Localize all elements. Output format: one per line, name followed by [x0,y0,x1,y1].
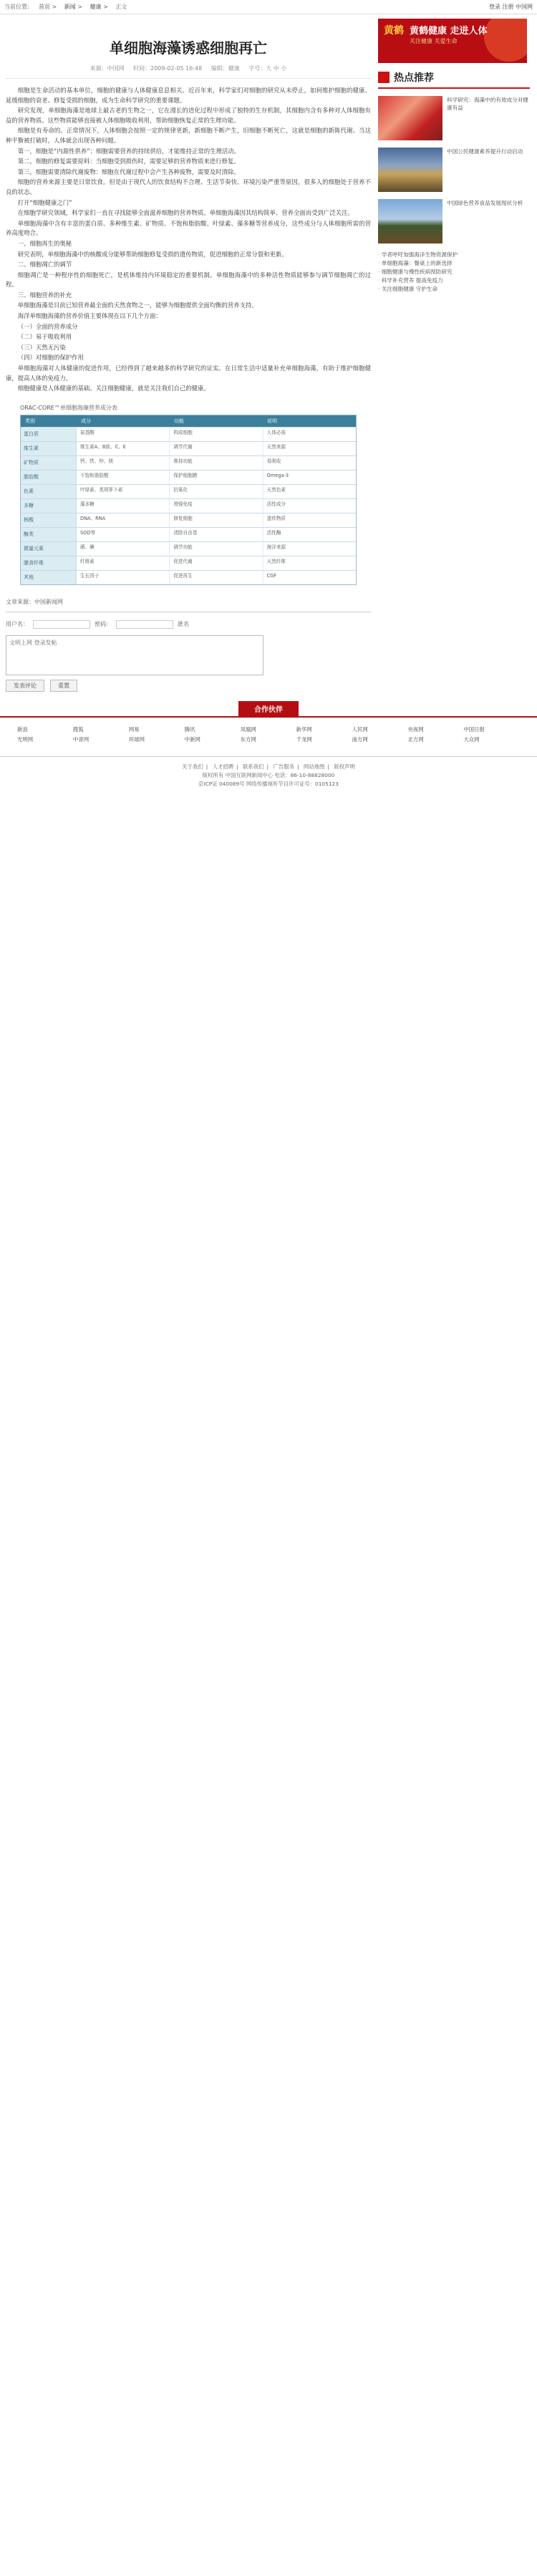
source-label: 文章来源： [6,598,34,605]
main-column [6,14,378,692]
footer-link[interactable]: 联系我们 [243,763,264,770]
table-cell: 维生素A、B族、C、E [77,442,170,455]
meta-fontsize[interactable]: 字号：大 中 小 [248,65,287,72]
nutrition-table [20,415,357,585]
partner-link[interactable]: 光明网 [17,735,34,743]
table-cell: 修复细胞 [170,513,263,527]
paragraph: 第二，细胞的修复需要原料：当细胞受到损伤时，需要足够的营养物质来进行修复。 [17,158,240,165]
top-bar [0,0,537,14]
submit-comment-button[interactable]: 发表评论 [6,680,44,692]
partner-section [0,703,537,752]
table-cell: 生长因子 [77,571,170,584]
table-cell: 藻多糖 [77,499,170,513]
article-source [6,598,371,606]
row-category: 色素 [21,485,77,498]
list-item[interactable]: · 单细胞海藻：餐桌上的新选择 [378,259,530,268]
paragraph: 第一，细胞是“内源性供养”：细胞需要营养的持续供给，才能维持正常的生理活动。 [17,147,240,155]
breadcrumb-health[interactable]: 健康 [90,4,102,10]
article-meta [6,64,371,72]
top-links [489,3,533,11]
partner-link[interactable]: 新浪 [17,725,28,733]
comment-textarea[interactable]: 文明上网 登录发帖 [6,635,263,675]
sidebar [378,14,530,692]
pagoda-thumbnail[interactable] [378,199,442,243]
register-link[interactable]: 注册 [502,4,514,10]
paragraph: 细胞的营养来源主要是日常饮食。但是由于现代人的饮食结构不合理、生活节奏快、环境污染严重等原因，很多人的细胞处于营养不良的状态。 [6,178,371,196]
table-cell: 调节代谢 [170,442,263,455]
hot-item[interactable] [378,148,530,192]
table-cell: 促进再生 [170,571,263,584]
sub-heading: （一）全面的营养成分 [17,322,78,330]
footer-link[interactable]: 网站地图 [303,763,325,770]
partner-link[interactable]: 搜狐 [72,725,84,733]
table-row [21,513,356,527]
row-category: 多糖 [21,499,77,513]
paragraph: 海洋单细胞海藻的营养价值主要体现在以下几个方面： [17,312,162,320]
table-cell: 海洋来源 [266,544,286,550]
hot-item[interactable] [378,96,530,140]
table-cell: 天然来源 [266,443,286,450]
header-cell: 说明 [267,418,277,424]
partner-link[interactable]: 中青网 [72,735,90,743]
fruit-thumbnail[interactable] [378,96,442,140]
ad-decoration [484,19,527,62]
partner-link[interactable]: 中国日报 [463,725,485,733]
meta-editor: 编辑：健康 [211,65,240,72]
icp-license: 京ICP证 040089号 网络传播视听节目许可证号：0105123 [198,780,339,787]
divider [6,78,371,79]
footer-link[interactable]: 人才招聘 [212,763,234,770]
paragraph: 细胞健康是人体健康的基础。关注细胞健康，就是关注我们自己的健康。 [17,385,210,392]
table-row [21,541,356,556]
table-row [21,484,356,498]
article-title: 单细胞海藻诱惑细胞再亡 [110,39,267,57]
section-heading: 三、细胞营养的补充 [17,291,72,299]
partner-link[interactable]: 千龙网 [296,735,312,743]
table-cell: CGF [266,572,277,579]
table-row [21,427,356,441]
hot-item-text[interactable]: 科学研究：海藻中的有效成分对健康有益 [447,97,528,111]
table-cell: 人体必需 [266,429,286,435]
list-item[interactable]: · 细胞健康与慢性疾病预防研究 [378,268,530,276]
row-category: 其他 [21,571,77,584]
partner-link[interactable]: 北方网 [407,735,424,743]
row-category: 维生素 [21,442,77,455]
table-body [21,427,356,584]
page-wrap [0,14,537,692]
password-label: 密码： [95,621,112,628]
paragraph: 细胞是有寿命的。正常情况下，人体细胞会按照一定的规律更新，新细胞不断产生，旧细胞不断死亡，这就是细胞的新陈代谢。当这种平衡被打破时，人体就会出现各种问题。 [6,127,371,144]
section-heading: 二、细胞凋亡的调节 [17,261,72,269]
breadcrumb-home[interactable]: 首页 [39,4,50,10]
table-cell: 抗氧化 [170,485,263,498]
login-link[interactable]: 登录 [488,4,500,10]
table-cell: 活性成分 [266,501,286,507]
footer-link[interactable]: 关于我们 [182,763,203,770]
paragraph: 单细胞海藻对人体健康的促进作用，已经得到了越来越多的科学研究的证实。在日常生活中适量补充单细胞海藻，有助于维护细胞健康，提高人体的免疫力。 [6,365,371,382]
table-row [21,455,356,470]
table-row [21,441,356,455]
table-cell: 钙、铁、锌、镁 [77,456,170,470]
list-item[interactable]: · 科学补充营养 提高免疫力 [378,276,530,285]
breadcrumb-label: 当前位置： [4,4,33,10]
table-cell: 遗传物质 [266,515,286,521]
hot-item-text[interactable]: 中国绿色营养食品发展现状分析 [447,200,523,206]
partner-link[interactable]: 新华网 [296,725,312,733]
username-label: 用户名： [6,621,29,628]
table-row [21,527,356,541]
table-cell: 构成细胞 [170,428,263,441]
hot-item-text[interactable]: 中国公民健康素养提升行动启动 [447,148,523,155]
paragraph: 第三，细胞需要清除代谢废物：细胞在代谢过程中会产生各种废物，需要及时清除。 [17,168,240,175]
section-heading: 打开“细胞健康之门” [17,198,72,206]
partner-link[interactable]: 中新网 [184,735,200,743]
list-item[interactable]: · 学者呼吁加强海洋生物资源保护 [378,251,530,259]
comment-actions [6,680,371,692]
paragraph: 单细胞海藻中含有丰富的蛋白质、多种维生素、矿物质、不饱和脂肪酸、叶绿素、藻多糖等营养成分，这些成分与人体细胞所需的营养高度吻合。 [6,219,371,237]
table-cell: 增强免疫 [170,499,263,513]
footer-link[interactable]: 版权声明 [334,763,355,770]
header-cell: 成分 [81,418,91,424]
footer [0,756,537,794]
table-header [21,415,356,427]
partner-link[interactable]: 凤凰网 [240,725,256,733]
row-category: 核酸 [21,513,77,527]
copyright: 版权所有 中国互联网新闻中心 电话：86-10-88828000 [202,771,335,778]
partner-links [0,718,537,752]
meta-source: 来源：中国网 [90,65,125,72]
paragraph: 细胞凋亡是一种程序性的细胞死亡，是机体维持内环境稳定的重要机制。单细胞海藻中的多种活性物质能够参与调节细胞凋亡的过程。 [6,271,371,289]
landscape-thumbnail[interactable] [378,148,442,192]
table-cell: 叶绿素、类胡萝卜素 [77,485,170,498]
paragraph: 研究表明，单细胞海藻中的核酸成分能够帮助细胞修复受损的遗传物质，促进细胞的正常分裂和更新。 [17,250,288,258]
partner-header [0,703,537,718]
table-row [21,470,356,484]
table-cell: 硒、碘 [77,542,170,556]
username-input[interactable] [33,620,90,629]
section-heading: 一、细胞再生的奥秘 [17,239,72,247]
footer-link[interactable]: 广告服务 [273,763,294,770]
table-cell: 天然色素 [266,486,286,493]
header-cell: 功能 [174,418,184,424]
sub-heading: （三）天然无污染 [17,343,66,351]
partner-link[interactable]: 腾讯 [184,725,195,733]
table-row [21,498,356,513]
meta-time: 时间：2009-02-05 16:48 [133,65,203,72]
password-input[interactable] [116,620,173,629]
table-cell: 天然纤维 [266,558,286,564]
sub-heading: （二）易于吸收利用 [17,333,72,341]
table-cell: Omega-3 [266,472,289,478]
table-cell: 清除自由基 [170,528,263,541]
row-category: 膳食纤维 [21,556,77,570]
ad-subline: 关注健康 关爱生命 [410,38,458,44]
breadcrumb: 当前位置： 首页 > 新闻 > 健康 > 正文 [4,4,127,10]
site-link[interactable]: 中国网 [516,4,533,10]
table-cell: 活性酶 [266,529,281,536]
ad-banner[interactable] [378,19,527,63]
partner-link[interactable]: 环球网 [128,735,145,743]
footer-nav: 关于我们 | 人才招聘 | 联系我们 | 广告服务 | 网站地图 | 版权声明 [182,763,355,770]
hot-icon [378,72,390,83]
paragraph: 研究发现，单细胞海藻是地球上最古老的生物之一，它在漫长的进化过程中形成了独特的生存机制，其细胞内含有多种对人体细胞有益的营养物质。这些物质能够直接被人体细胞吸收利用，帮助细胞恢复正常的生理功能。 [6,107,371,124]
ad-brand: 黄鹤 [384,25,404,37]
table-cell: 纤维素 [77,556,170,570]
reset-button[interactable]: 重置 [50,680,77,692]
ad-headline: 黄鹤健康 走进人体 [410,26,488,37]
sub-heading: （四）对细胞的保护作用 [17,354,84,362]
hot-section-title: 热点推荐 [378,70,530,85]
list-item[interactable]: · 关注细胞健康 守护生命 [378,285,530,294]
table-cell: 保护细胞膜 [170,471,263,484]
header-cell: 类别 [25,418,35,424]
row-category: 蛋白质 [21,428,77,441]
table-title: ORAC-CORE™单细胞海藻营养成分表 [20,404,117,411]
breadcrumb-current: 正文 [115,4,127,10]
paragraph: 细胞是生命活动的基本单位，细胞的健康与人体健康息息相关。近百年来，科学家们对细胞的研究从未停止，如何维护细胞的健康、延缓细胞的衰老、修复受损的细胞，成为生命科学研究的重要课题。 [6,87,371,104]
comment-login [6,618,371,631]
table-cell: 维持功能 [170,456,263,470]
row-category: 脂肪酸 [21,471,77,484]
source-value: 中国新闻网 [34,598,63,605]
table-cell: 不饱和脂肪酸 [77,471,170,484]
article-body [6,86,371,394]
partner-link[interactable]: 网易 [128,725,140,733]
breadcrumb-news[interactable]: 新闻 [64,4,76,10]
table-cell: DNA、RNA [77,513,170,527]
row-category: 矿物质 [21,456,77,470]
table-cell: 促进代谢 [170,556,263,570]
partner-link[interactable]: 央视网 [407,725,424,733]
divider [378,87,530,89]
paragraph: 在细胞学研究领域，科学家们一直在寻找能够全面滋养细胞的营养物质。单细胞海藻因其结构简单、营养全面而受到广泛关注。 [17,209,354,217]
partner-link[interactable]: 人民网 [352,725,368,733]
related-list [378,251,530,294]
partner-link[interactable]: 东方网 [240,735,256,743]
anonymous-checkbox[interactable]: 匿名 [178,621,189,628]
paragraph: 单细胞海藻是目前已知营养最全面的天然食物之一，能够为细胞提供全面均衡的营养支持。 [17,302,258,309]
table-cell: 氨基酸 [77,428,170,441]
table-cell: 调节功能 [170,542,263,556]
hot-item[interactable] [378,199,530,243]
table-cell: SOD等 [77,528,170,541]
row-category: 酶类 [21,528,77,541]
partner-link[interactable]: 大众网 [463,735,480,743]
partner-title: 合作伙伴 [238,701,299,716]
table-row [21,556,356,570]
table-cell: 易吸收 [266,458,281,464]
table-row [21,570,356,584]
row-category: 微量元素 [21,542,77,556]
partner-link[interactable]: 南方网 [352,735,368,743]
